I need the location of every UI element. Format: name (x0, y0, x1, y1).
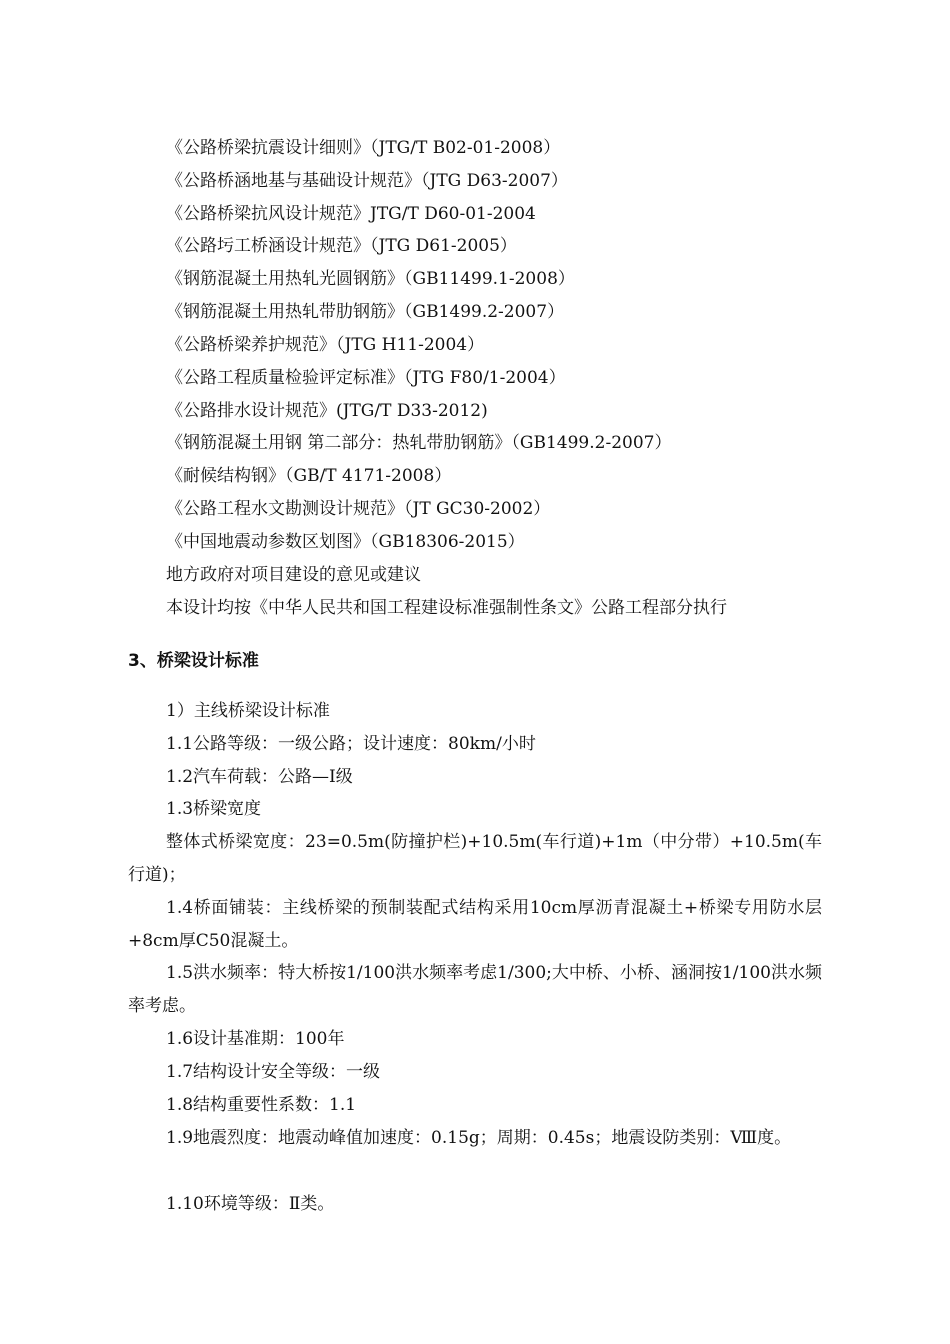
reference-line: 《公路桥涵地基与基础设计规范》（JTG D63-2007） (166, 171, 568, 191)
section-heading: 3、桥梁设计标准 (128, 651, 259, 671)
standard-paragraph: 1.5洪水频率：特大桥按1/100洪水频率考虑1/300;大中桥、小桥、涵洞按1/100洪水频率考虑。 (128, 963, 822, 1016)
standard-item: 1.3桥梁宽度 (166, 799, 262, 819)
reference-line: 地方政府对项目建设的意见或建议 (166, 565, 421, 585)
standard-paragraph: 整体式桥梁宽度：23=0.5m(防撞护栏)+10.5m(车行道)+1m（中分带）+10.5m(车行道)； (128, 832, 822, 885)
reference-line: 本设计均按《中华人民共和国工程建设标准强制性条文》公路工程部分执行 (166, 598, 727, 618)
reference-line: 《公路排水设计规范》(JTG/T D33-2012) (166, 401, 488, 421)
standard-item: 1.6设计基准期：100年 (166, 1029, 345, 1049)
reference-line: 《钢筋混凝土用钢 第二部分：热轧带肋钢筋》（GB1499.2-2007） (166, 433, 672, 453)
standard-paragraph: 1.9地震烈度：地震动峰值加速度：0.15g；周期：0.45s；地震设防类别：Ⅷ度。 (166, 1128, 792, 1148)
reference-line: 《公路桥梁抗风设计规范》JTG/T D60-01-2004 (166, 204, 536, 224)
standard-item: 1.7结构设计安全等级：一级 (166, 1062, 381, 1082)
reference-line: 《钢筋混凝土用热轧带肋钢筋》（GB1499.2-2007） (166, 302, 565, 322)
standard-item: 1.1公路等级：一级公路；设计速度：80km/小时 (166, 734, 536, 754)
standard-item: 1.2汽车荷载：公路—Ⅰ级 (166, 767, 353, 787)
reference-line: 《公路圬工桥涵设计规范》（JTG D61-2005） (166, 236, 517, 256)
standard-paragraph: 1.4桥面铺装：主线桥梁的预制装配式结构采用10cm厚沥青混凝土+桥梁专用防水层+8cm厚C50混凝土。 (128, 898, 822, 951)
reference-line: 《公路工程水文勘测设计规范》（JT GC30-2002） (166, 499, 551, 519)
subsection-heading: 1）主线桥梁设计标准 (166, 701, 330, 721)
reference-line: 《耐候结构钢》（GB/T 4171-2008） (166, 466, 452, 486)
reference-line: 《中国地震动参数区划图》（GB18306-2015） (166, 532, 525, 552)
reference-line: 《公路桥梁养护规范》（JTG H11-2004） (166, 335, 485, 355)
reference-line: 《公路工程质量检验评定标准》（JTG F80/1-2004） (166, 368, 566, 388)
standard-item: 1.8结构重要性系数：1.1 (166, 1095, 357, 1115)
reference-line: 《钢筋混凝土用热轧光圆钢筋》（GB11499.1-2008） (166, 269, 575, 289)
standard-item: 1.10环境等级：Ⅱ类。 (166, 1194, 335, 1214)
reference-line: 《公路桥梁抗震设计细则》（JTG/T B02-01-2008） (166, 138, 561, 158)
